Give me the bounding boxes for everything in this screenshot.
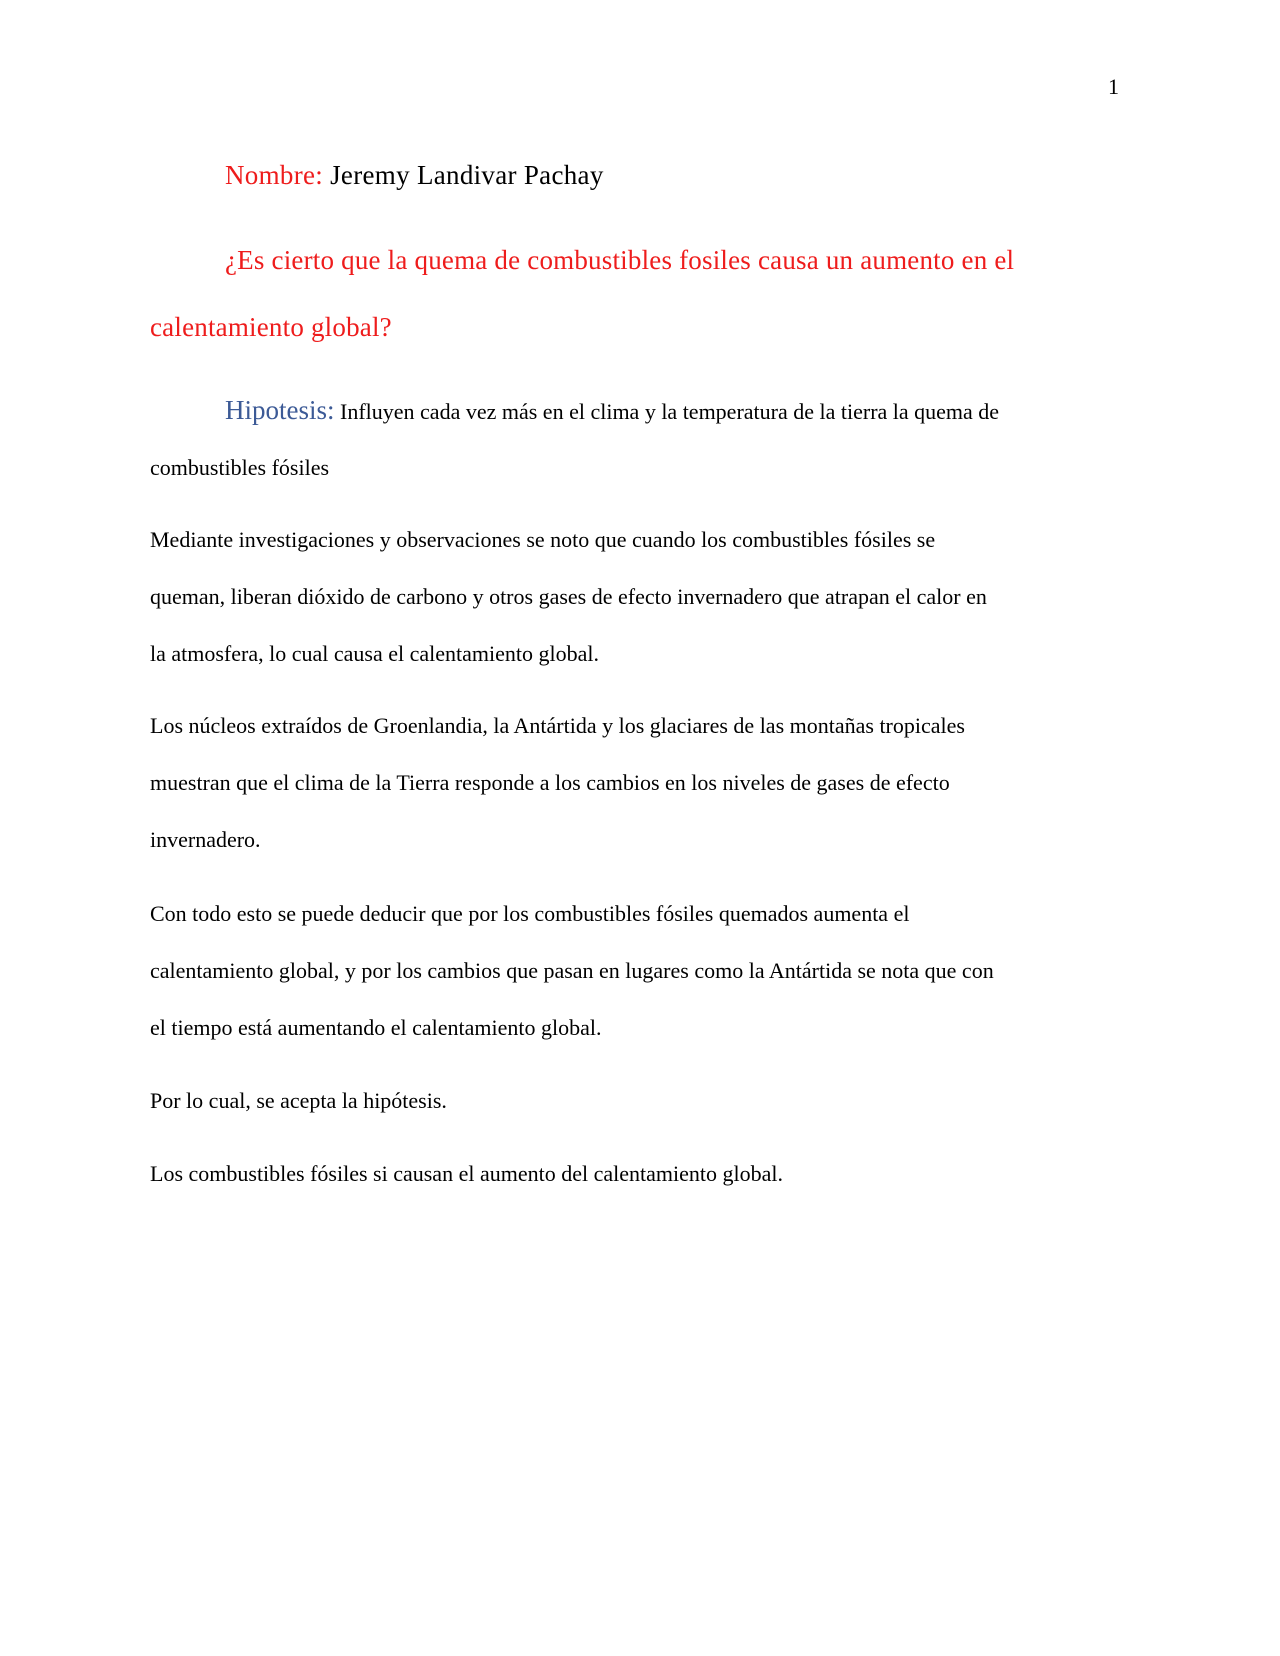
paragraph-4-line-1: Por lo cual, se acepta la hipótesis. [150, 1088, 447, 1113]
research-question-line-2: calentamiento global? [150, 312, 392, 342]
hypothesis-line-2: combustibles fósiles [150, 455, 330, 480]
name-value: Jeremy Landivar Pachay [323, 160, 604, 190]
page-number: 1 [1108, 74, 1119, 99]
paragraph-2-line-3: invernadero. [150, 827, 261, 852]
paragraph-5-line-1: Los combustibles fósiles si causan el aumento del calentamiento global. [150, 1161, 783, 1186]
hypothesis-text: Influyen cada vez más en el clima y la temperatura de la tierra la quema de [334, 399, 1000, 424]
paragraph-1-line-2: queman, liberan dióxido de carbono y otros gases de efecto invernadero que atrapan el calor en [150, 584, 987, 609]
research-question-line-1: ¿Es cierto que la quema de combustibles fosiles causa un aumento en el [225, 245, 1015, 275]
paragraph-3-line-2: calentamiento global, y por los cambios que pasan en lugares como la Antártida se nota que con [150, 958, 994, 983]
name-label: Nombre: [225, 160, 324, 190]
paragraph-3-line-1: Con todo esto se puede deducir que por los combustibles fósiles quemados aumenta el [150, 901, 910, 926]
paragraph-1-line-1: Mediante investigaciones y observaciones se noto que cuando los combustibles fósiles se [150, 527, 936, 552]
paragraph-3-line-3: el tiempo está aumentando el calentamiento global. [150, 1015, 602, 1040]
hypothesis-line-1 [225, 395, 999, 426]
hypothesis-label: Hipotesis: [225, 395, 335, 425]
student-name-line [225, 160, 604, 191]
paragraph-1-line-3: la atmosfera, lo cual causa el calentamiento global. [150, 641, 599, 666]
paragraph-2-line-1: Los núcleos extraídos de Groenlandia, la Antártida y los glaciares de las montañas tropicales [150, 713, 965, 738]
paragraph-2-line-2: muestran que el clima de la Tierra responde a los cambios en los niveles de gases de efecto [150, 770, 950, 795]
